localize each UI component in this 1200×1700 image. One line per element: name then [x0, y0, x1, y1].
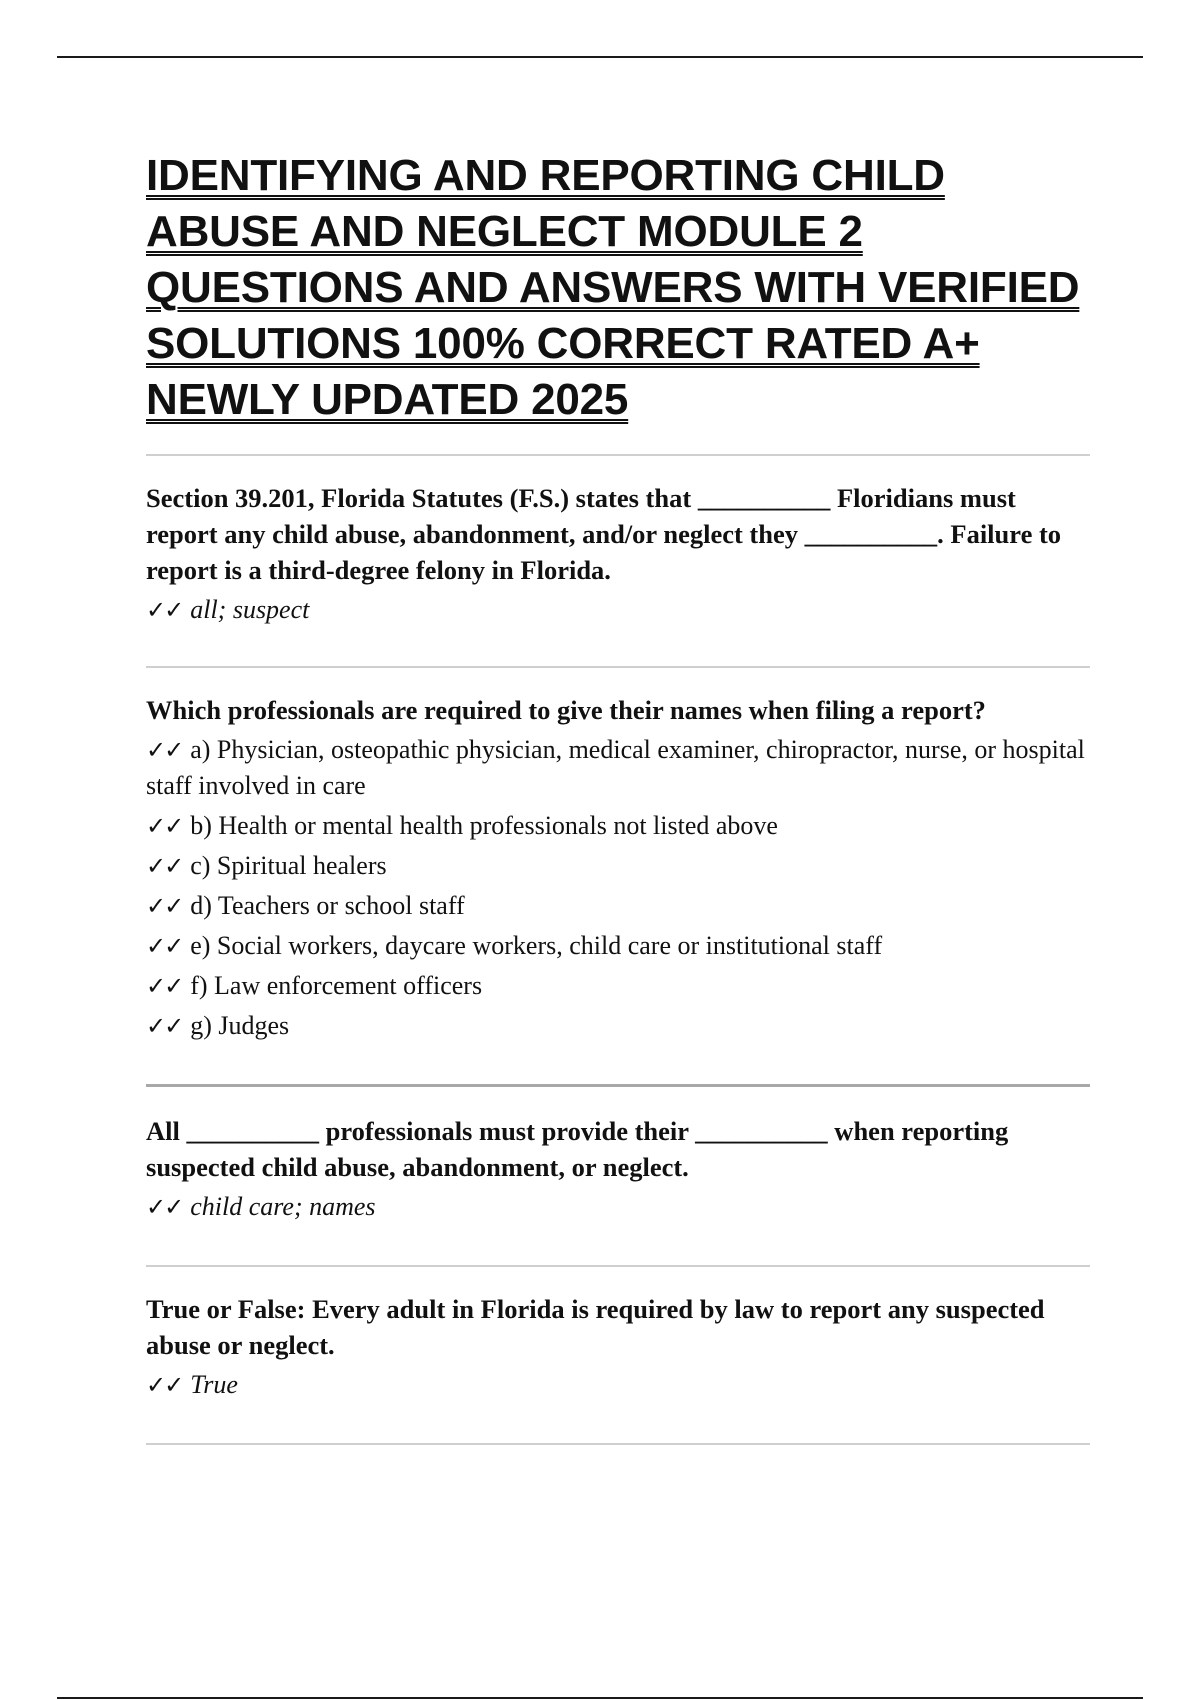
section-divider	[146, 1443, 1090, 1445]
page-top-rule	[57, 56, 1143, 58]
double-check-icon: ✓✓	[146, 852, 183, 880]
qa-item-4	[146, 1291, 1090, 1403]
double-check-icon: ✓✓	[146, 972, 183, 1000]
double-check-icon: ✓✓	[146, 1193, 183, 1221]
double-check-icon: ✓✓	[146, 1371, 183, 1399]
answer-list	[146, 732, 1090, 1044]
section-divider	[146, 1084, 1090, 1087]
qa-item-1	[146, 480, 1090, 628]
question-text: All __________ professionals must provide their __________ when reporting suspected child abuse, abandonment, or neglect.	[146, 1116, 1009, 1182]
answer-text: ✓✓ all; suspect	[146, 595, 310, 624]
answer-option-b: ✓✓ b) Health or mental health professionals not listed above	[146, 811, 778, 840]
document-body	[146, 148, 1090, 1445]
section-divider	[146, 1265, 1090, 1267]
answer-option-a: ✓✓ a) Physician, osteopathic physician, medical examiner, chiropractor, nurse, or hospital staff involved in care	[146, 735, 1085, 800]
document-title: IDENTIFYING AND REPORTING CHILD ABUSE AND NEGLECT MODULE 2 QUESTIONS AND ANSWERS WITH VERIFIED SOLUTIONS 100% CORRECT RATED A+ NEWLY UPDATED 2025	[146, 151, 1080, 424]
section-divider	[146, 454, 1090, 456]
answer-option-f: ✓✓ f) Law enforcement officers	[146, 971, 483, 1000]
answer-option-g: ✓✓ g) Judges	[146, 1011, 290, 1040]
question-text: Section 39.201, Florida Statutes (F.S.) states that __________ Floridians must report any child abuse, abandonment, and/or neglect they __________. Failure to report is a third-degree felony in Florida.	[146, 483, 1062, 585]
double-check-icon: ✓✓	[146, 812, 183, 840]
page-bottom-rule	[57, 1697, 1143, 1699]
qa-item-3	[146, 1113, 1090, 1225]
double-check-icon: ✓✓	[146, 736, 183, 764]
double-check-icon: ✓✓	[146, 1012, 183, 1040]
answer-text: ✓✓ True	[146, 1370, 238, 1399]
answer-option-e: ✓✓ e) Social workers, daycare workers, child care or institutional staff	[146, 931, 883, 960]
answer-option-d: ✓✓ d) Teachers or school staff	[146, 891, 465, 920]
answer-option-c: ✓✓ c) Spiritual healers	[146, 851, 387, 880]
question-text: Which professionals are required to give their names when filing a report?	[146, 695, 986, 725]
qa-item-2	[146, 692, 1090, 1044]
answer-text: ✓✓ child care; names	[146, 1192, 376, 1221]
double-check-icon: ✓✓	[146, 596, 183, 624]
double-check-icon: ✓✓	[146, 932, 183, 960]
question-text: True or False: Every adult in Florida is required by law to report any suspected abuse or neglect.	[146, 1294, 1045, 1360]
double-check-icon: ✓✓	[146, 892, 183, 920]
section-divider	[146, 666, 1090, 668]
